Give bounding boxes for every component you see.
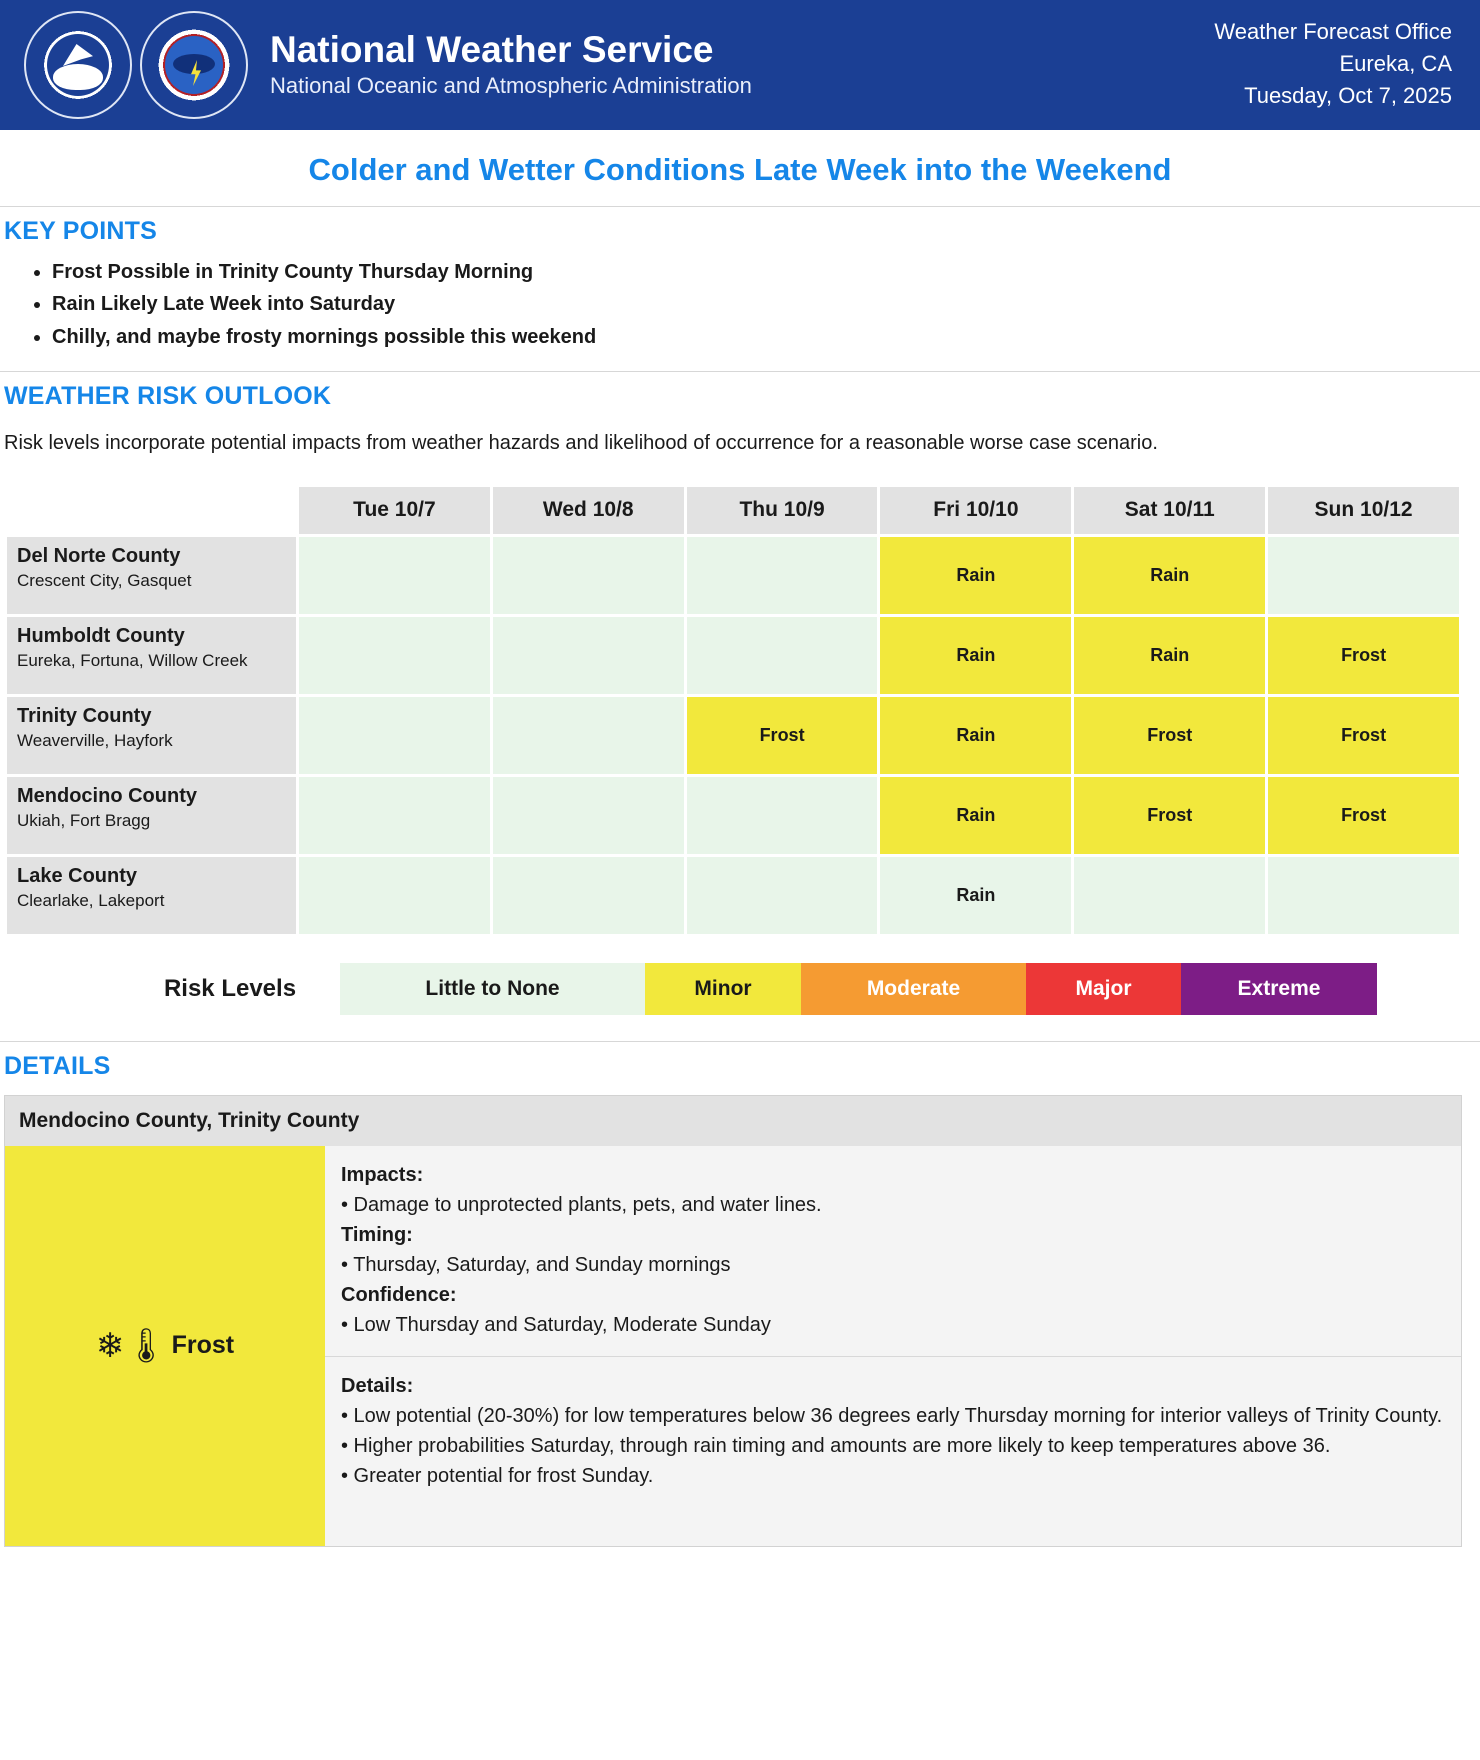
detail-text-column [325,1146,1461,1546]
table-row [6,535,1461,615]
legend-title: Risk Levels [163,974,297,1002]
agency-subtitle: National Oceanic and Atmospheric Administration [270,73,752,99]
column-header-day: Tue 10/7 [298,485,492,535]
legend-item-minor: Minor [645,963,801,1015]
detail-block-details [325,1356,1461,1507]
risk-cell: Frost [1073,695,1267,775]
table-corner-cell [6,485,298,535]
detail-card-title: Mendocino County, Trinity County [5,1096,1461,1146]
office-line-1: Weather Forecast Office [1214,19,1452,44]
table-row [6,615,1461,695]
county-cities: Weaverville, Hayfork [17,730,173,750]
risk-cell: Rain [1073,535,1267,615]
legend-items [340,963,1377,1015]
risk-cell [491,535,685,615]
risk-intro-text: Risk levels incorporate potential impacts from weather hazards and likelihood of occurrence for a reasonable worse case scenario. [4,432,1158,455]
legend-item-little-to-none: Little to None [340,963,645,1015]
risk-cell: Frost [1073,775,1267,855]
risk-cell: Rain [879,775,1073,855]
frost-icon: ❄🌡 [95,1326,168,1365]
hazard-box [5,1146,325,1546]
risk-cell: Frost [1267,695,1461,775]
office-line-2: Eureka, CA [1339,50,1452,76]
risk-cell [1073,855,1267,935]
risk-cell [685,535,879,615]
risk-cell [685,615,879,695]
risk-cell: Frost [1267,775,1461,855]
logo-group [24,11,248,119]
confidence-text: • Low Thursday and Saturday, Moderate Sunday [341,1313,771,1336]
risk-cell [685,855,879,935]
section-key-points-heading: KEY POINTS [0,206,1480,250]
nws-logo-icon [140,11,248,119]
risk-cell: Rain [1073,615,1267,695]
risk-cell [298,695,492,775]
column-header-day: Sat 10/11 [1073,485,1267,535]
list-item: • Chilly, and maybe frosty mornings possible this weekend [52,321,1480,353]
forecast-office-info [1214,16,1452,112]
list-item: • Rain Likely Late Week into Saturday [52,288,1480,320]
detail-block-primary [325,1146,1461,1356]
impacts-label: Impacts: [341,1163,424,1186]
detail-card-body [5,1146,1461,1546]
key-points-list [0,256,1480,353]
hazard-name: Frost [171,1331,235,1360]
county-name: Humboldt County [17,624,185,647]
column-header-day: Sun 10/12 [1267,485,1461,535]
risk-cell [491,855,685,935]
table-row [6,695,1461,775]
details-text-3: • Greater potential for frost Sunday. [341,1464,654,1487]
risk-cell [491,615,685,695]
header-titles [270,28,752,100]
risk-cell [491,695,685,775]
table-row [6,855,1461,935]
column-header-day: Wed 10/8 [491,485,685,535]
legend-item-extreme: Extreme [1181,963,1377,1015]
county-cities: Ukiah, Fort Bragg [17,810,151,830]
risk-cell: Frost [685,695,879,775]
legend-item-moderate: Moderate [801,963,1026,1015]
hazard-label-group [95,1326,235,1365]
timing-text: • Thursday, Saturday, and Sunday mornings [341,1253,731,1276]
details-text-2: • Higher probabilities Saturday, through rain timing and amounts are more likely to keep temperatures above 36. [341,1434,1331,1457]
risk-cell [298,535,492,615]
list-item: • Frost Possible in Trinity County Thursday Morning [52,256,1480,288]
weather-risk-table [4,484,1462,937]
county-name: Trinity County [17,704,152,727]
risk-cell [298,855,492,935]
county-name: Del Norte County [17,544,181,567]
risk-cell [1267,535,1461,615]
risk-cell: Rain [879,855,1073,935]
county-cities: Crescent City, Gasquet [17,570,192,590]
noaa-bird-mark [47,34,109,96]
county-cities: Clearlake, Lakeport [17,890,165,910]
risk-cell: Frost [1267,615,1461,695]
page-title: Colder and Wetter Conditions Late Week into the Weekend [308,152,1172,187]
risk-cell: Rain [879,535,1073,615]
row-header-county [6,615,298,695]
noaa-logo-icon [24,11,132,119]
detail-card [4,1095,1462,1547]
section-details-heading: DETAILS [0,1041,1480,1085]
risk-cell: Rain [879,695,1073,775]
risk-cell [1267,855,1461,935]
row-header-county [6,775,298,855]
section-weather-risk-heading: WEATHER RISK OUTLOOK [0,371,1480,415]
office-date: Tuesday, Oct 7, 2025 [1244,82,1452,108]
legend-item-major: Major [1026,963,1181,1015]
impacts-text: • Damage to unprotected plants, pets, and water lines. [341,1193,822,1216]
timing-label: Timing: [341,1223,413,1246]
table-row [6,775,1461,855]
page-header [0,0,1480,130]
row-header-county [6,695,298,775]
details-label: Details: [341,1374,414,1397]
details-text-1: • Low potential (20-30%) for low temperatures below 36 degrees early Thursday morning for interior valleys of Trinity County. [341,1404,1443,1427]
county-name: Mendocino County [17,784,197,807]
confidence-label: Confidence: [341,1283,457,1306]
risk-cell [685,775,879,855]
agency-title: National Weather Service [270,28,714,70]
risk-cell [491,775,685,855]
column-header-day: Fri 10/10 [879,485,1073,535]
table-header-row [6,485,1461,535]
risk-cell: Rain [879,615,1073,695]
row-header-county [6,855,298,935]
risk-cell [298,775,492,855]
nws-lightning-mark [165,36,223,94]
county-cities: Eureka, Fortuna, Willow Creek [17,650,248,670]
risk-cell [298,615,492,695]
county-name: Lake County [17,864,138,887]
row-header-county [6,535,298,615]
risk-legend [120,963,1480,1015]
column-header-day: Thu 10/9 [685,485,879,535]
